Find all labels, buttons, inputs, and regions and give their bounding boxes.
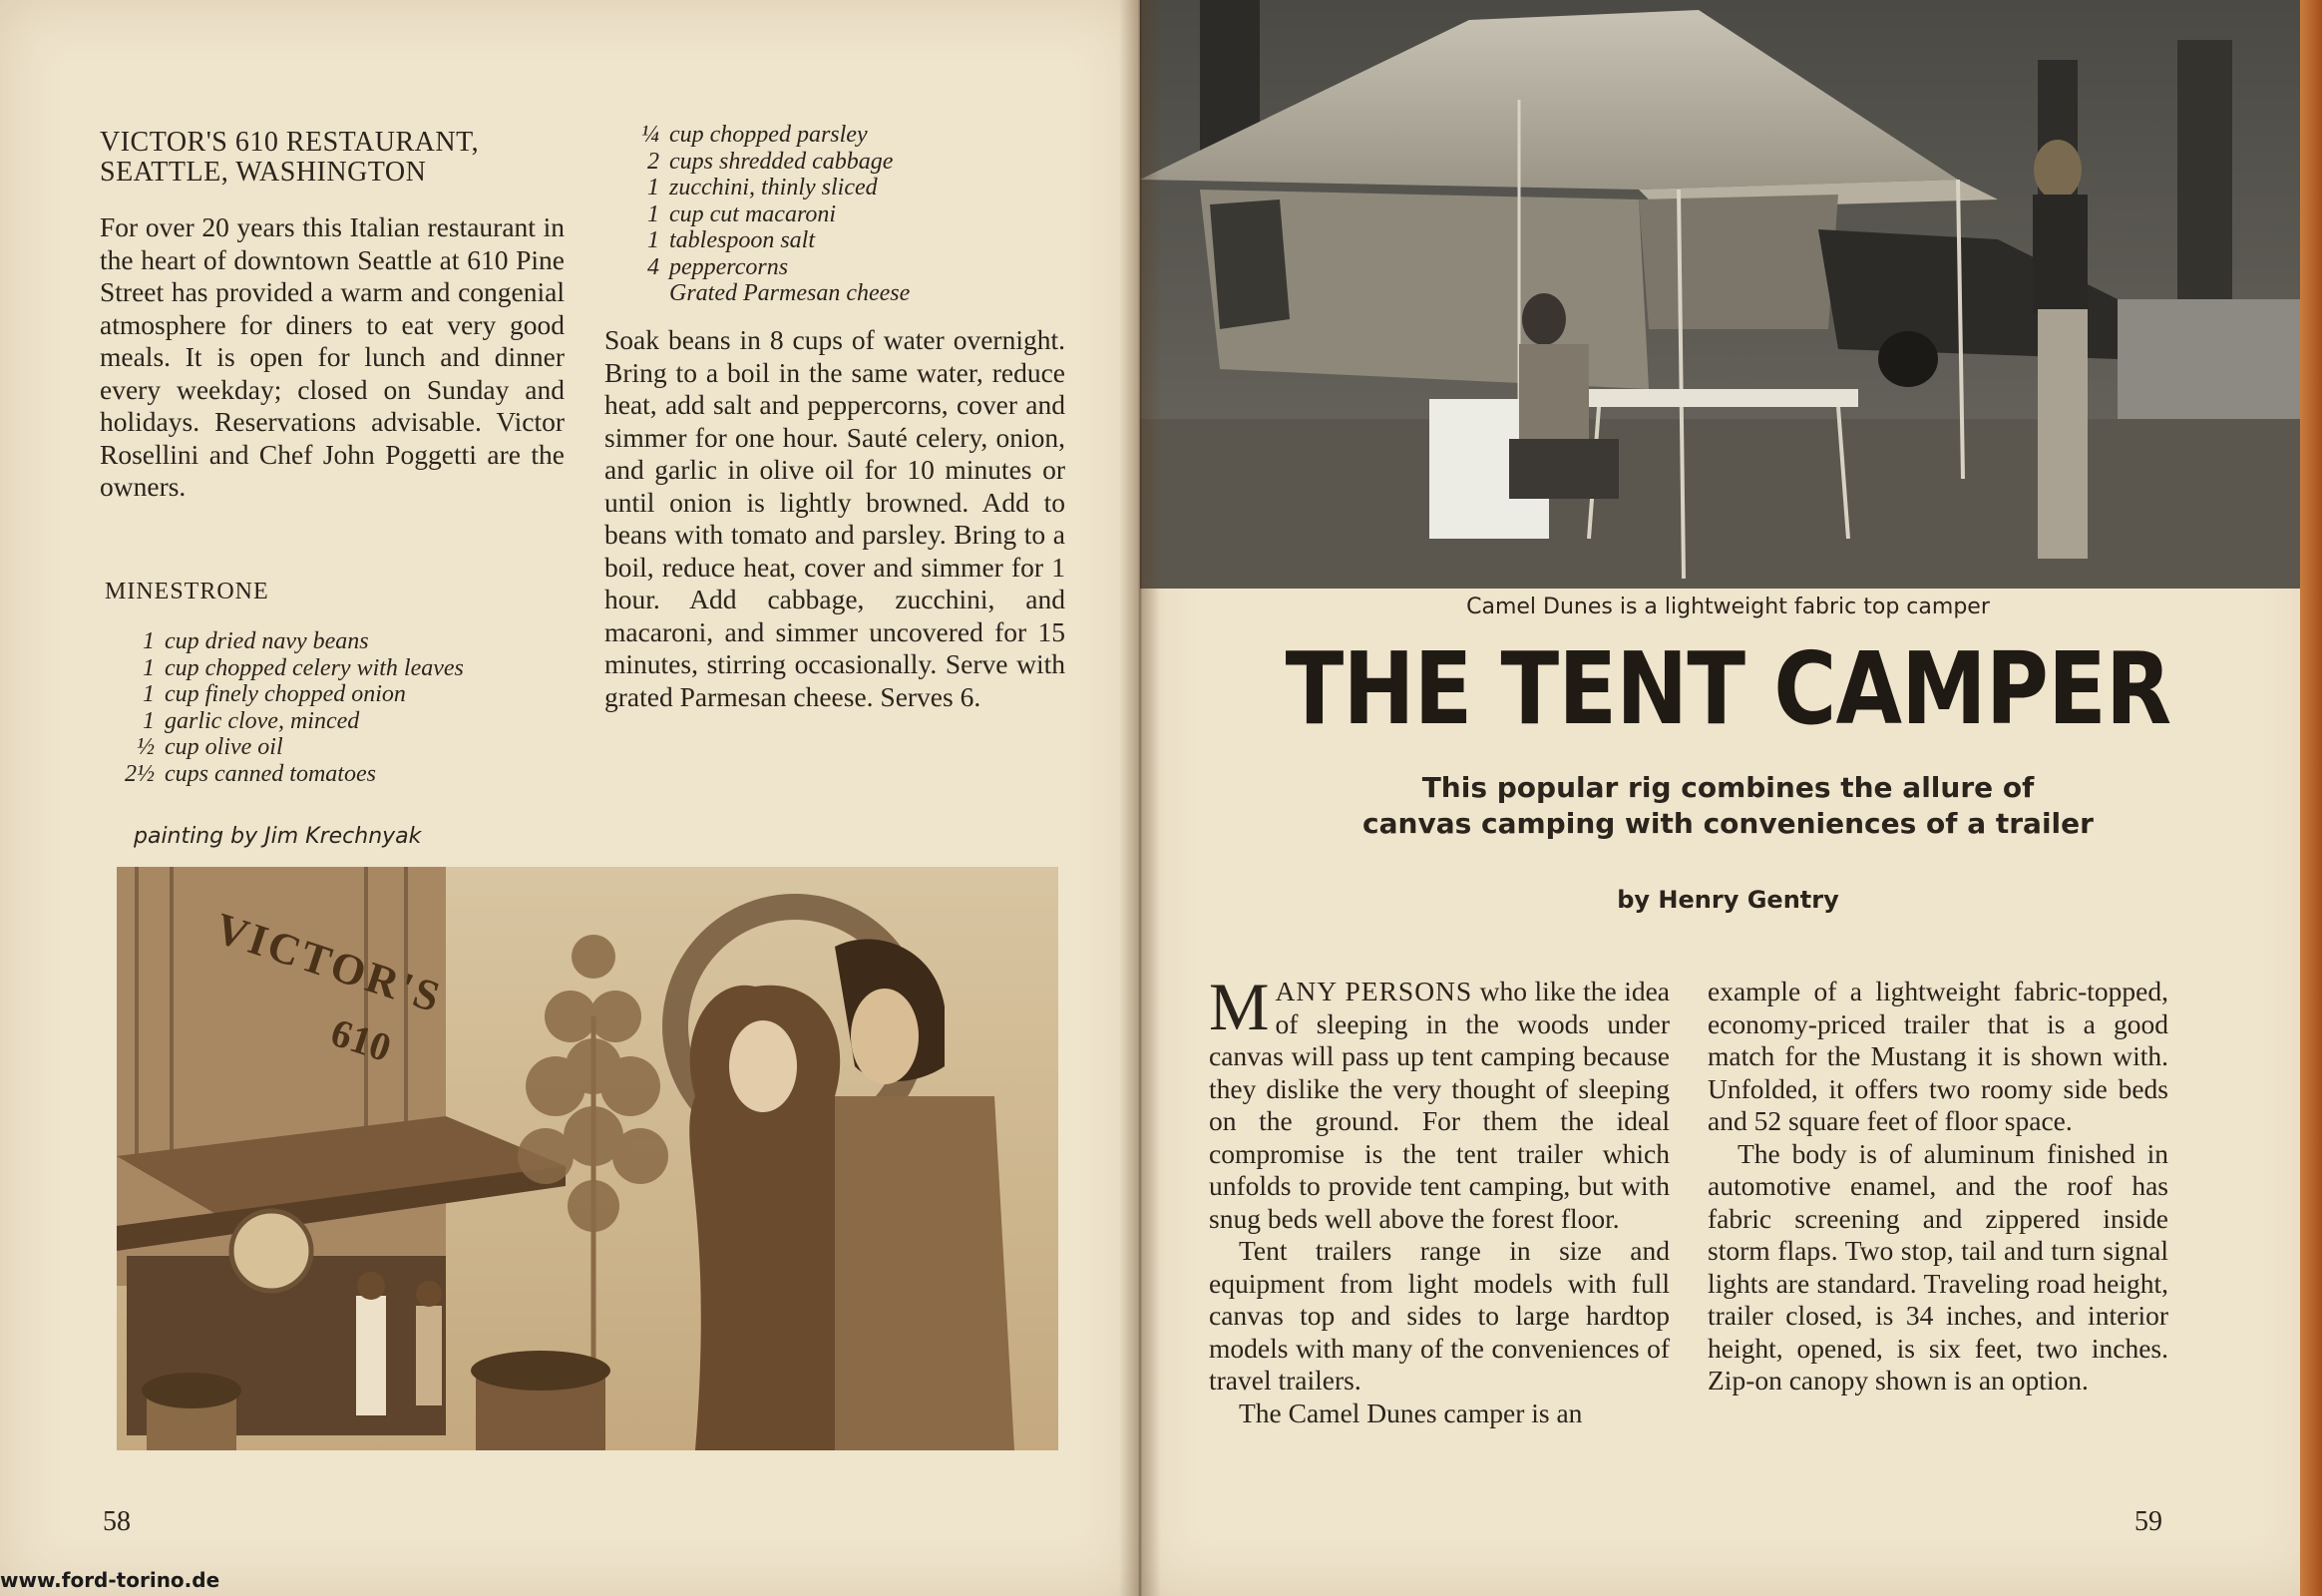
drop-cap: M: [1209, 969, 1270, 1044]
ingredient-row: [100, 681, 579, 708]
ingredient-row: [604, 227, 1083, 254]
restaurant-heading-line1: VICTOR'S 610 RESTAURANT,: [100, 127, 480, 158]
subtitle-line2: canvas camping with conveniences of a trailer: [1362, 807, 2094, 840]
restaurant-heading-line2: SEATTLE, WASHINGTON: [100, 157, 427, 188]
ingredient-item: garlic clove, minced: [165, 707, 360, 734]
col1-paragraph-1: [1209, 969, 1670, 1235]
recipe-directions: Soak beans in 8 cups of water overnight. Bring to a boil in the same water, reduce heat, add salt and peppercorns, cover and simmer for one hour. Sauté celery, onion, and garlic in olive oil for 10 minutes or until onion is lightly browned. Add to beans with tomato and parsley. Bring to a boil, reduce heat, cover and simmer for 1 hour. Add cabbage, zucchini, and macaroni, and simmer uncovered for 15 minutes, stirring occasionally. Serve with grated Parmesan cheese. Serves 6.: [604, 324, 1065, 712]
ingredient-row: [604, 201, 1083, 228]
ingredient-quantity: 1: [143, 681, 155, 707]
ingredient-quantity: 2½: [125, 760, 155, 787]
left-page: [0, 0, 1137, 1596]
ingredient-row: [100, 708, 579, 735]
ingredient-quantity: 1: [647, 227, 659, 253]
ingredient-quantity: ½: [137, 734, 155, 760]
painting-credit: painting by Jim Krechnyak: [134, 824, 422, 849]
right-page-number: 59: [2134, 1506, 2162, 1537]
ingredient-row: [100, 734, 579, 761]
ingredient-row: [604, 254, 1083, 281]
ingredient-quantity: ¼: [641, 122, 659, 148]
camper-photo-image: [1140, 0, 2300, 589]
ingredient-quantity: 1: [647, 200, 659, 227]
ingredient-item: peppercorns: [669, 253, 789, 280]
lead-smallcaps: ANY PERSONS: [1275, 976, 1473, 1006]
ingredient-item: cup cut macaroni: [669, 200, 837, 227]
ingredient-row: [604, 280, 1083, 307]
ingredient-quantity: [604, 280, 669, 307]
sign-victors: VICTOR'S: [209, 903, 449, 1023]
col2-paragraph-1: example of a lightweight fabric-topped, economy-priced trailer that is a good match for the Mustang it is shown with. Unfolded, it offers two roomy side beds and 52 square feet of floor space.: [1708, 976, 2168, 1136]
right-page: [1137, 0, 2322, 1596]
article-column-1: [1209, 969, 1670, 1429]
ingredient-item: cup olive oil: [165, 734, 283, 760]
col2-paragraph-2: The body is of aluminum finished in automotive enamel, and the roof has fabric screening and zippered inside storm flaps. Two stop, tail and turn signal lights are standard. Traveling road height, trailer closed, is 34 inches, and interior height, opened, is six feet, two inches. Zip-on canopy shown is an option.: [1708, 1137, 2168, 1396]
col1-paragraph-2: Tent trailers range in size and equipment from light models with full canvas top and sides to large hardtop models with many of the conveniences of travel trailers.: [1209, 1235, 1670, 1396]
photo-caption: Camel Dunes is a lightweight fabric top camper: [1466, 595, 1990, 619]
ingredient-row: [604, 122, 1083, 149]
subtitle-line1: This popular rig combines the allure of: [1421, 771, 2035, 804]
article-subtitle: [1137, 770, 2319, 842]
article-title: THE TENT CAMPER: [1285, 630, 2171, 747]
ingredient-item: cups canned tomatoes: [165, 760, 376, 787]
byline: by Henry Gentry: [1617, 886, 1839, 914]
restaurant-heading: [100, 128, 479, 188]
ingredient-item: cup chopped parsley: [669, 122, 868, 148]
cover-edge: [2300, 0, 2322, 1596]
ingredient-item: Grated Parmesan cheese: [669, 280, 911, 306]
ingredients-list-a: [100, 628, 579, 787]
ingredient-item: cup chopped celery with leaves: [165, 654, 464, 681]
col1-paragraph-3: The Camel Dunes camper is an: [1239, 1396, 1583, 1428]
ingredient-quantity: 1: [143, 707, 155, 734]
ingredient-item: zucchini, thinly sliced: [669, 175, 878, 200]
ingredient-row: [604, 175, 1083, 201]
ingredient-row: [100, 628, 579, 655]
recipe-title: MINESTRONE: [105, 579, 269, 604]
ingredient-row: [604, 149, 1083, 176]
ingredient-row: [100, 761, 579, 788]
ingredient-item: tablespoon salt: [669, 227, 816, 253]
ingredient-quantity: 4: [647, 253, 659, 280]
col1-p1-text: who like the idea of sleeping in the woods under canvas will pass up tent camping because they dislike the very thought of sleeping on the ground. For them the ideal compromise is the tent trailer which unfolds to provide tent camping, but with snug beds well above the forest floor.: [1209, 976, 1670, 1234]
ingredient-quantity: 2: [647, 148, 659, 175]
ingredient-quantity: 1: [143, 628, 155, 654]
article-column-2: [1708, 976, 2168, 1397]
watermark: www.ford-torino.de: [0, 1568, 220, 1592]
camper-photo: [1140, 0, 2300, 589]
ingredient-item: cups shredded cabbage: [669, 148, 894, 175]
book-gutter: [1119, 0, 1161, 1596]
left-page-number: 58: [103, 1506, 131, 1537]
ingredients-list-b: [604, 122, 1083, 307]
restaurant-intro: For over 20 years this Italian restaurant in the heart of downtown Seattle at 610 Pine Street has provided a warm and congenial atmosphere for diners to eat very good meals. It is open for lunch and dinner every weekday; closed on Sunday and holidays. Reservations advisable. Victor Rosellini and Chef John Poggetti are the owners.: [100, 211, 565, 502]
painting-illustration: [117, 867, 1058, 1450]
ingredient-item: cup dried navy beans: [165, 628, 369, 654]
ingredient-row: [100, 655, 579, 682]
sign-number: 610: [325, 1008, 397, 1071]
ingredient-item: cup finely chopped onion: [165, 681, 406, 707]
ingredient-quantity: 1: [143, 654, 155, 681]
ingredient-quantity: 1: [647, 175, 659, 200]
